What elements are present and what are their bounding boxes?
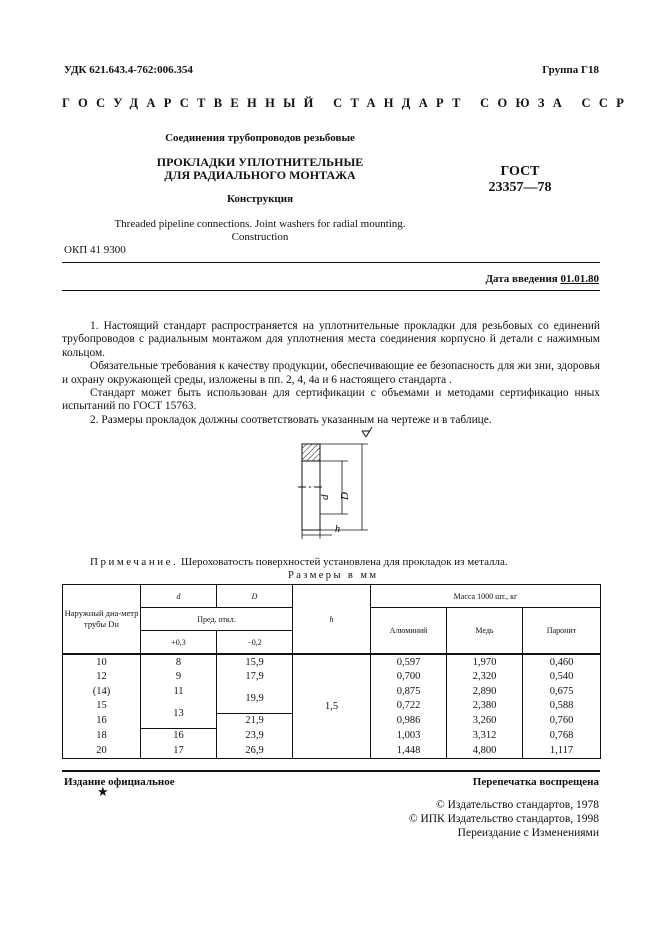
cell-al: 1,003 (371, 728, 447, 743)
cell-dn: 18 (63, 728, 141, 743)
cell-d: 13 (141, 699, 217, 729)
cell-cu: 2,380 (447, 699, 523, 714)
cell-h: 1,5 (293, 654, 371, 758)
cell-big-d: 23,9 (217, 728, 293, 743)
paragraph-3: Стандарт может быть использован для сертификации с объемами и методами сертификацио нных испытаний по ГОСТ 15763. (62, 387, 600, 413)
divider-top (62, 262, 600, 263)
star-icon: ★ (97, 784, 109, 799)
cell-par: 1,117 (523, 743, 601, 758)
header-aluminium: Алюминий (371, 608, 447, 655)
gost-label: ГОСТ (500, 164, 540, 179)
cell-par: 0,768 (523, 728, 601, 743)
copyright-1: © Издательство стандартов, 1978 (435, 799, 599, 811)
washer-section (298, 444, 324, 530)
date-value: 01.01.80 (560, 273, 599, 285)
header-copper: Медь (447, 608, 523, 655)
copyright-block (409, 798, 599, 840)
cell-al: 0,986 (371, 713, 447, 728)
divider-date (62, 290, 600, 291)
cell-al: 0,597 (371, 654, 447, 670)
table-header-row-1 (63, 585, 601, 608)
cell-cu: 3,312 (447, 728, 523, 743)
header-mass: Масса 1000 шт., кг (371, 585, 601, 608)
paragraph-1: 1. Настоящий стандарт распространяется на уплотнительные прокладки для резьбовых со единений трубопроводов с радиальным монтажом для уплотнения места соединения корпусно й детали с нажимным кольцом. (62, 320, 600, 359)
cell-cu: 3,260 (447, 713, 523, 728)
english-line-1: Threaded pipeline connections. Joint washers for radial mounting. (114, 218, 406, 230)
cell-par: 0,540 (523, 670, 601, 685)
dimensions-table (62, 584, 601, 759)
state-standard-heading: ГОСУДАРСТВЕННЫЙ СТАНДАРТ СОЮЗА ССР (62, 96, 633, 110)
cell-d: 8 (141, 654, 217, 670)
body-text (62, 320, 600, 427)
introduction-date (485, 273, 599, 285)
roughness-icon (362, 427, 372, 437)
cell-al: 1,448 (371, 743, 447, 758)
cell-par: 0,675 (523, 684, 601, 699)
label-d: d (319, 494, 331, 500)
cell-dn: 20 (63, 743, 141, 758)
header-deviation: Пред. откл. (141, 608, 293, 631)
header-outer-diameter: Наружный диа-метр трубы Dн (63, 585, 141, 655)
paragraph-2: Обязательные требования к качеству продукции, обеспечивающие ее безопасность для жи зни, здоровья и охрану окружающей среды, изложены в пп. 2, 4, 4а и 6 настоящего стандарта . (62, 360, 600, 386)
cell-al: 0,700 (371, 670, 447, 685)
cell-dn: 12 (63, 670, 141, 685)
cell-dn: 16 (63, 713, 141, 728)
english-line-2: Construction (231, 231, 289, 243)
cell-big-d: 21,9 (217, 713, 293, 728)
cell-d: 11 (141, 684, 217, 699)
cell-dn: 15 (63, 699, 141, 714)
cell-par: 0,460 (523, 654, 601, 670)
cell-big-d: 17,9 (217, 670, 293, 685)
title-line-1: ПРОКЛАДКИ УПЛОТНИТЕЛЬНЫЕ (156, 155, 364, 169)
cell-dn: (14) (63, 684, 141, 699)
header-dev-big-d: −0,2 (217, 631, 293, 655)
official-edition: Издание официальное (64, 776, 175, 788)
label-big-d: D (339, 492, 351, 500)
cell-big-d: 15,9 (217, 654, 293, 670)
label-h: h (335, 524, 340, 535)
paragraph-4: 2. Размеры прокладок должны соответствовать указанным на чертеже и в таблице. (90, 413, 492, 426)
cell-cu: 1,970 (447, 654, 523, 670)
udk-code: УДК 621.643.4-762:006.354 (64, 64, 193, 76)
cell-cu: 2,320 (447, 670, 523, 685)
note-label: Примечание. (90, 556, 179, 568)
reissue-note: Переиздание с Изменениями (457, 827, 599, 839)
okp-code: ОКП 41 9300 (64, 244, 126, 256)
cell-al: 0,722 (371, 699, 447, 714)
cell-par: 0,760 (523, 713, 601, 728)
cell-d: 16 (141, 728, 217, 743)
cell-d: 9 (141, 670, 217, 685)
cell-par: 0,588 (523, 699, 601, 714)
gost-designation (470, 164, 570, 196)
cell-cu: 4,800 (447, 743, 523, 758)
cell-cu: 2,890 (447, 684, 523, 699)
document-title (130, 156, 390, 182)
document-subtitle: Соединения трубопроводов резьбовые (165, 132, 355, 144)
cell-dn: 10 (63, 654, 141, 670)
note (90, 556, 508, 568)
reprint-prohibited: Перепечатка воспрещена (472, 776, 599, 788)
english-title (90, 218, 430, 244)
note-text: Шероховатость поверхностей установлена для прокладок из металла. (180, 556, 508, 568)
document-kind: Конструкция (226, 193, 294, 205)
washer-drawing (280, 425, 390, 545)
copyright-2: © ИПК Издательство стандартов, 1998 (408, 813, 599, 825)
header-dev-d: +0,3 (141, 631, 217, 655)
table-row (63, 654, 601, 670)
table-caption: Размеры в мм (288, 570, 379, 581)
cell-d: 17 (141, 743, 217, 758)
divider-footer (62, 770, 600, 772)
gost-number: 23357—78 (488, 180, 552, 195)
cell-al: 0,875 (371, 684, 447, 699)
header-big-d: D (217, 585, 293, 608)
date-label: Дата введения (485, 273, 558, 285)
group-code: Группа Г18 (542, 64, 599, 76)
header-d: d (141, 585, 217, 608)
title-line-2: ДЛЯ РАДИАЛЬНОГО МОНТАЖА (164, 168, 356, 182)
header-h: h (293, 585, 371, 655)
header-paronite: Паронит (523, 608, 601, 655)
cell-big-d: 19,9 (217, 684, 293, 713)
cell-big-d: 26,9 (217, 743, 293, 758)
